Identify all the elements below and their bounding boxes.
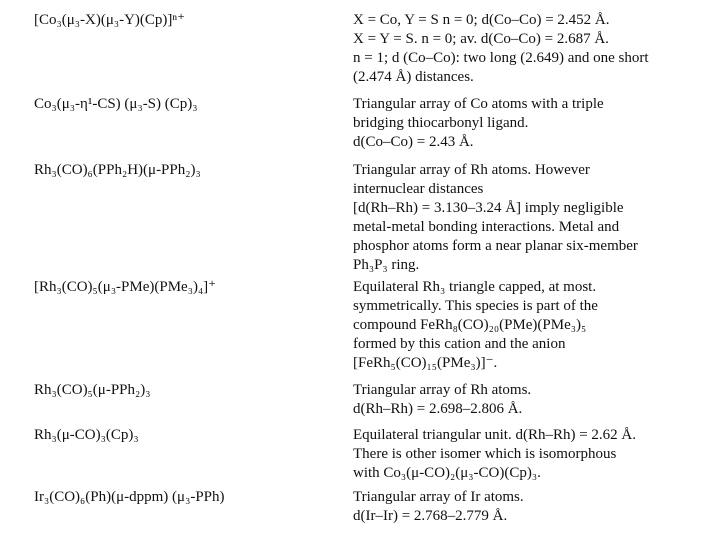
compound-formula: Rh₃(CO)₅(μ-PPh₂)₃ (34, 382, 151, 398)
compound-formula: [Rh₃(CO)₅(μ₃-PMe)(PMe₃)₄]⁺ (34, 279, 217, 295)
description-line: Triangular array of Rh atoms. (353, 382, 532, 398)
description-line: compound FeRh₈(CO)₂₀(PMe)(PMe₃)₅ (353, 317, 587, 333)
compound-description (353, 488, 703, 526)
description-line: phosphor atoms form a near planar six-member (353, 238, 638, 254)
description-line: d(Ir–Ir) = 2.768–2.779 Å. (353, 508, 508, 524)
description-line: There is other isomer which is isomorphous (353, 446, 617, 462)
compound-formula: Rh₃(μ-CO)₃(Cp)₃ (34, 427, 139, 443)
description-line: X = Y = S. n = 0; av. d(Co–Co) = 2.687 Å. (353, 31, 609, 47)
description-line: formed by this cation and the anion (353, 336, 566, 352)
description-line: Ph₃P₃ ring. (353, 257, 420, 273)
compound-description (353, 278, 703, 373)
description-line: internuclear distances (353, 181, 484, 197)
description-line: d(Co–Co) = 2.43 Å. (353, 134, 474, 150)
compound-formula: [Co₃(μ₃-X)(μ₃-Y)(Cp)]ⁿ⁺ (34, 12, 186, 28)
compound-description (353, 426, 703, 483)
compound-description (353, 161, 703, 275)
description-line: symmetrically. This species is part of the (353, 298, 598, 314)
description-line: X = Co, Y = S n = 0; d(Co–Co) = 2.452 Å. (353, 12, 610, 28)
description-line: with Co₃(μ-CO)₂(μ₃-CO)(Cp)₃. (353, 465, 541, 481)
description-line: [d(Rh–Rh) = 3.130–3.24 Å] imply negligible (353, 200, 624, 216)
description-line: Triangular array of Rh atoms. However (353, 162, 590, 178)
description-line: Triangular array of Ir atoms. (353, 489, 524, 505)
description-line: Equilateral triangular unit. d(Rh–Rh) = 2.62 Å. (353, 427, 636, 443)
description-line: n = 1; d (Co–Co): two long (2.649) and one short (353, 50, 649, 66)
description-line: [FeRh₅(CO)₁₅(PMe₃)]⁻. (353, 355, 498, 371)
compound-formula: Rh₃(CO)₆(PPh₂H)(μ-PPh₂)₃ (34, 162, 201, 178)
compound-description (353, 11, 703, 87)
compound-formula: Co₃(μ₃-η¹-CS) (μ₃-S) (Cp)₃ (34, 96, 198, 112)
description-line: Triangular array of Co atoms with a triple (353, 96, 604, 112)
compound-description (353, 381, 703, 419)
description-line: bridging thiocarbonyl ligand. (353, 115, 529, 131)
description-line: d(Rh–Rh) = 2.698–2.806 Å. (353, 401, 523, 417)
compound-formula: Ir₃(CO)₆(Ph)(μ-dppm) (μ₃-PPh) (34, 489, 225, 505)
description-line: (2.474 Å) distances. (353, 69, 474, 85)
description-line: Equilateral Rh₃ triangle capped, at most. (353, 279, 597, 295)
description-line: metal-metal bonding interactions. Metal and (353, 219, 620, 235)
compound-description (353, 95, 703, 152)
